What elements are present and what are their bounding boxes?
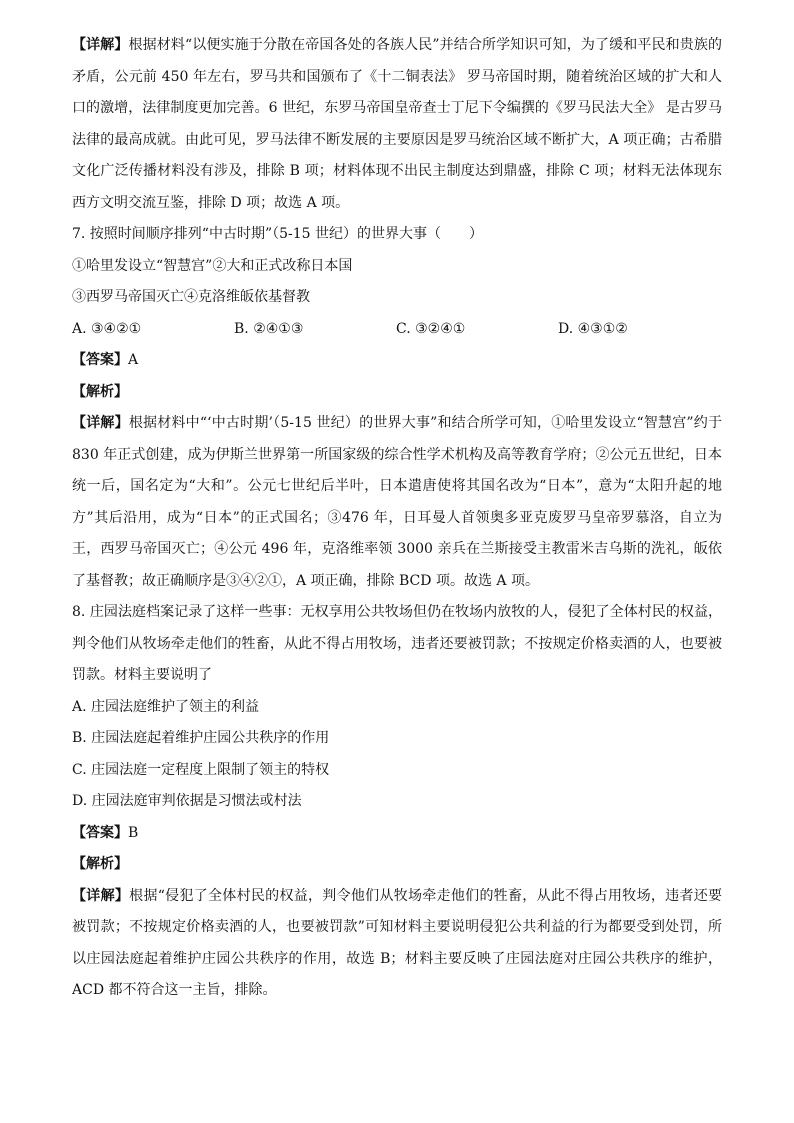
q7-stem: 7. 按照时间顺序排列“中古时期”（5-15 世纪）的世界大事（ ） [72,226,484,242]
q7-options [72,314,722,346]
q7-option-d: D. ④③①② [558,320,628,337]
q8-option-b: B. 庄园法庭起着维护庄园公共秩序的作用 [72,730,330,746]
q8-option-c: C. 庄园法庭一定程度上限制了领主的特权 [72,761,330,778]
answer-tag: 【答案】 [72,352,128,368]
q7-detail [72,408,722,597]
detail-text: 根据材料中“‘中古时期’（5-15 世纪）的世界大事”和结合所学可知，①哈里发设立“智慧宫”约于 830 年正式创建，成为伊斯兰世界第一所国家级的综合性学术机构及高等教育学府；②公元五世纪，日本统一后，国名定为“大和”。公元七世纪后半叶，日本遣唐使将其国名改为“日本”，意为“太阳升起的地方”其后沿用，成为“日本”的正式国名；③476 年，日耳曼人首领奥多亚克废罗马皇帝罗慕洛，自立为王，西罗马帝国灭亡；④公元 496 年，克洛维率领 3000 亲兵在兰斯接受主教雷米吉乌斯的洗礼，皈依了基督教；故正确顺序是③④②①，A 项正确，排除 BCD 项。故选 A 项。 [72,415,722,589]
detail-text: 根据材料“以便实施于分散在帝国各处的各族人民”并结合所学知识可知，为了缓和平民和贵族的矛盾，公元前 450 年左右，罗马共和国颁布了《十二铜表法》 罗马帝国时期，随着统治区域的扩大和人口的激增，法律制度更加完善。6 世纪，东罗马帝国皇帝查士丁尼下令编撰的《罗马民法大全》 是古罗马法律的最高成就。由此可见，罗马法律不断发展的主要原因是罗马统治区域不断扩大，A 项正确；古希腊文化广泛传播材料没有涉及，排除 B 项；材料体现不出民主制度达到鼎盛，排除 C 项；材料无法体现东西方文明交流互鉴，排除 D 项；故选 A 项。 [72,37,722,211]
q7-option-a: A. ③④②① [72,320,142,337]
detail-tag: 【详解】 [72,415,129,431]
q7-line2: ③西罗马帝国灭亡④克洛维皈依基督教 [72,289,310,305]
answer-value: A [128,352,139,368]
q8-stem: 8. 庄园法庭档案记录了这样一些事：无权享用公共牧场但仍在牧场内放牧的人，侵犯了全体村民的权益，判令他们从牧场牵走他们的牲畜，从此不得占用牧场，违者还要被罚款；不按规定价格卖酒的人，也要被罚款。材料主要说明了 [72,604,722,683]
q7-option-c: C. ③②④① [396,320,466,337]
answer-tag: 【答案】 [72,824,128,841]
q7-line1: ①哈里发设立“智慧宫”②大和正式改称日本国 [72,257,353,274]
q8-detail [72,881,722,1007]
q8-answer [72,818,722,850]
q8-option-d: D. 庄园法庭审判依据是习惯法或村法 [72,793,302,809]
q8-analysis-tag: 【解析】 [72,856,128,872]
q7-option-b: B. ②④①③ [234,320,304,337]
q6-detail [72,30,722,219]
document-page [72,30,722,1007]
detail-tag: 【详解】 [72,887,130,904]
answer-value: B [128,824,139,841]
detail-tag: 【详解】 [72,37,129,53]
q7-analysis-tag: 【解析】 [72,383,128,400]
detail-text: 根据“侵犯了全体村民的权益，判令他们从牧场牵走他们的牲畜，从此不得占用牧场，违者还要被罚款；不按规定价格卖酒的人，也要被罚款”可知材料主要说明侵犯公共利益的行为都要受到处罚，所以庄园法庭起着维护庄园公共秩序的作用，故选 B；材料主要反映了庄园法庭对庄园公共秩序的维护，ACD 都不符合这一主旨，排除。 [72,887,722,998]
q7-answer [72,345,722,377]
q8-option-a: A. 庄园法庭维护了领主的利益 [72,698,260,715]
